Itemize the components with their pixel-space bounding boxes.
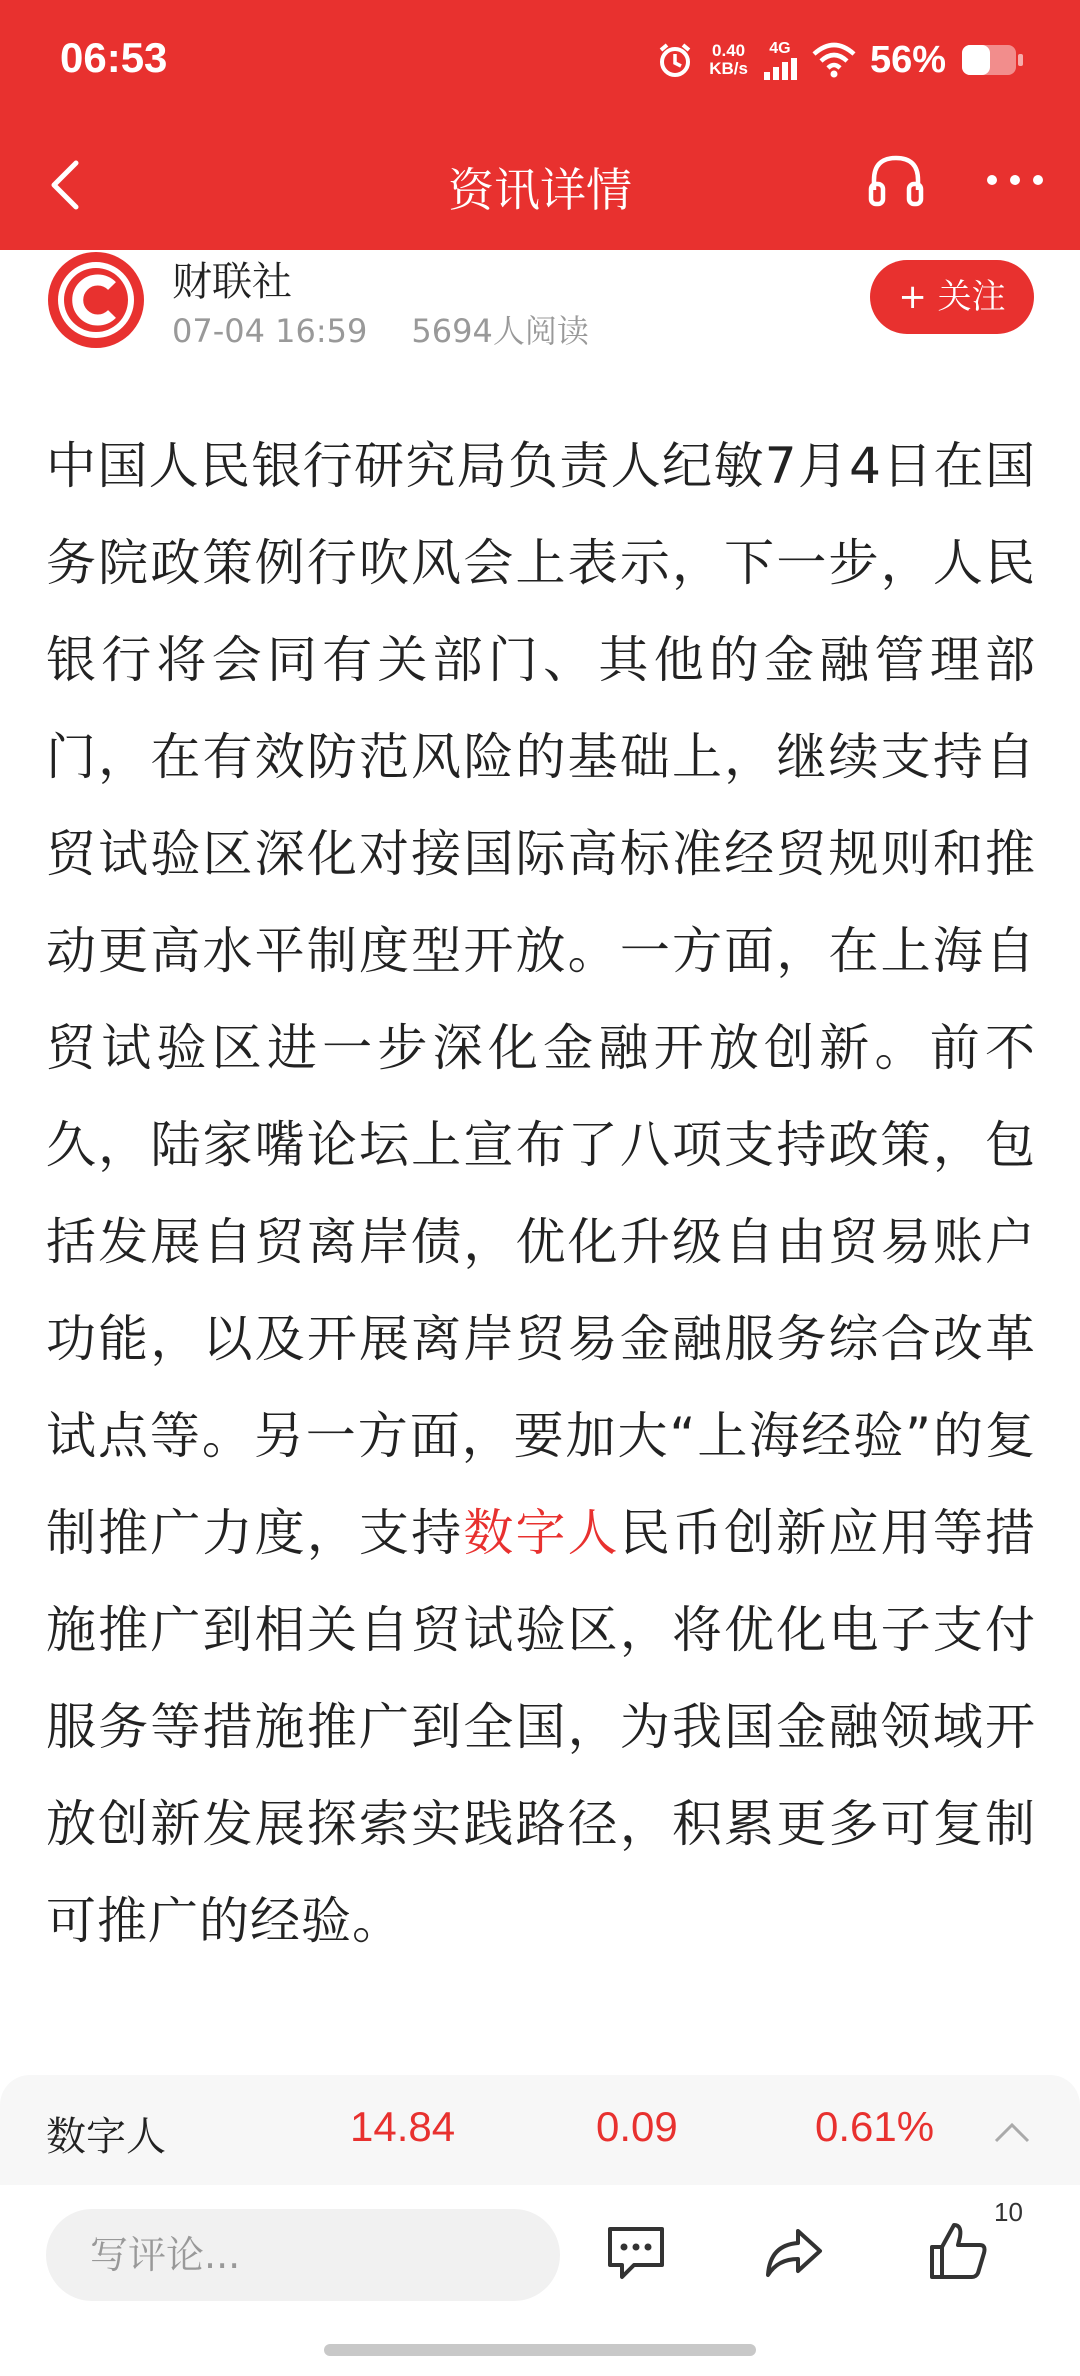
- comment-icon[interactable]: [604, 2223, 668, 2283]
- home-indicator[interactable]: [324, 2344, 756, 2356]
- share-icon[interactable]: [762, 2223, 826, 2283]
- comment-input[interactable]: 写评论...: [46, 2209, 560, 2301]
- battery-percent: 56%: [869, 38, 946, 81]
- status-time: 06:53: [60, 34, 168, 81]
- status-icons: [655, 30, 1024, 90]
- source-logo[interactable]: [46, 250, 146, 350]
- article-meta: [172, 306, 633, 352]
- signal-bars-icon: [762, 58, 798, 80]
- read-count: 5694人阅读: [411, 312, 589, 350]
- chevron-up-icon[interactable]: [990, 2111, 1034, 2155]
- thumbs-up-icon[interactable]: [926, 2219, 990, 2283]
- network-speed-unit: KB/s: [709, 59, 748, 78]
- stock-change: 0.09: [596, 2103, 678, 2150]
- source-name[interactable]: 财联社: [172, 259, 292, 305]
- article-text-part2: 民币创新应用等措施推广到相关自贸试验区，将优化电子支付服务等措施推广到全国，为我国金融领域开放创新发展探索实践路径，积累更多可复制可推广的经验。: [46, 1504, 1037, 1950]
- nav-bar: [0, 130, 1080, 240]
- wifi-icon: [812, 42, 856, 78]
- article-body: [46, 418, 1036, 1970]
- headphone-icon[interactable]: [866, 150, 926, 210]
- network-type: 4G: [769, 40, 791, 57]
- network-speed: [709, 42, 748, 78]
- stock-price: 14.84: [350, 2103, 456, 2150]
- network-speed-value: 0.40: [712, 41, 746, 60]
- alarm-icon: [655, 40, 695, 80]
- bottom-action-bar: [0, 2185, 1080, 2325]
- related-stock-bar[interactable]: [0, 2075, 1080, 2185]
- stock-name: 数字人: [46, 2114, 166, 2160]
- battery-icon: [960, 43, 1024, 77]
- app-header: [0, 0, 1080, 250]
- publish-date: 07-04 16:59: [172, 312, 368, 350]
- cellular-signal: [762, 40, 798, 80]
- like-count: 10: [994, 2197, 1023, 2227]
- author-row: [0, 250, 1080, 360]
- page-title: 资讯详情: [448, 163, 632, 217]
- stock-link-digital-human[interactable]: 数字人: [463, 1504, 620, 1562]
- more-icon[interactable]: [980, 150, 1050, 210]
- follow-button[interactable]: + 关注: [870, 260, 1034, 334]
- article-text-part1: 中国人民银行研究局负责人纪敏7月4日在国务院政策例行吹风会上表示，下一步，人民银行将会同有关部门、其他的金融管理部门，在有效防范风险的基础上，继续支持自贸试验区深化对接国际高标准经贸规则和推动更高水平制度型开放。一方面，在上海自贸试验区进一步深化金融开放创新。前不久，陆家嘴论坛上宣布了八项支持政策，包括发展自贸离岸债，优化升级自由贸易账户功能，以及开展离岸贸易金融服务综合改革试点等。另一方面，要加大“上海经验”的复制推广力度，支持: [46, 437, 1036, 1562]
- stock-change-percent: 0.61%: [815, 2103, 935, 2150]
- status-bar: [0, 0, 1080, 120]
